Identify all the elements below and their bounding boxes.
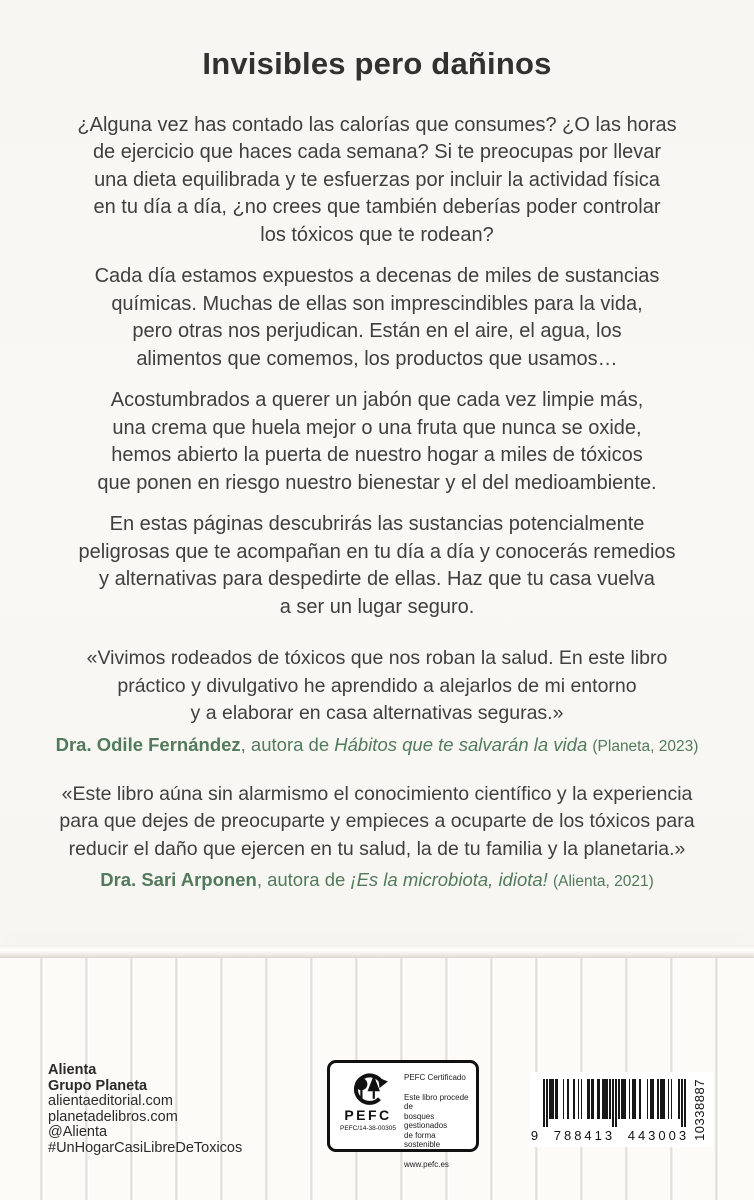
chair-rail [0, 945, 754, 958]
attribution-connector: , autora de [256, 869, 351, 891]
quote-block-2 [0, 781, 754, 895]
quote-text: «Este libro aúna sin alarmismo el conocimiento científico y la experiencia para que dejes de preocuparte y empieces a ocuparte de los tóxicos para reducir el daño que ejercen en tu salud, la de tu familia y la planetaria.» [59, 782, 695, 860]
pefc-url: www.pefc.es [404, 1159, 449, 1169]
barcode-bars [543, 1079, 686, 1127]
pefc-heading: PEFC Certificado [404, 1073, 466, 1082]
quote-attribution [0, 733, 754, 759]
body-paragraph-3: Acostumbrados a querer un jabón que cada vez limpie más, una crema que huela mejor o una fruta que nunca se oxide, hemos abierto la puerta de nuestro hogar a miles de tóxicos que ponen en riesgo nuestro bienestar y el del medioambiente. [97, 389, 657, 494]
pefc-trees-icon [345, 1069, 391, 1109]
author-name: Dra. Odile Fernández [55, 733, 241, 755]
imprint-website-1: alientaeditorial.com [48, 1093, 173, 1109]
quote-attribution [0, 868, 754, 894]
pefc-license-code: PEFC/14-38-00305 [339, 1125, 396, 1132]
pefc-description: Este libro procede de bosques gestionados de forma sostenible [404, 1092, 469, 1149]
work-title: ¡Es la microbiota, idiota! [350, 869, 548, 891]
imprint-website-2: planetadelibros.com [48, 1108, 178, 1125]
wainscoting-panel [0, 945, 754, 1200]
imprint-block [48, 1063, 242, 1156]
body-paragraph-4: En estas páginas descubrirás las sustancias potencialmente peligrosas que te acompañan en tu día a día y conocerás remedios y alternativas para despedirte de ellas. Haz que tu casa vuelva a ser un lugar seguro. [78, 513, 676, 618]
quote-text: «Vivimos rodeados de tóxicos que nos roban la salud. En este libro práctico y divulgativo he aprendido a alejarlos de mi entorno y a elaborar en casa alternativas seguras.» [86, 647, 668, 725]
publisher-note: (Planeta, 2023) [592, 737, 699, 755]
body-paragraph-2: Cada día estamos expuestos a decenas de miles de sustancias químicas. Muchas de ellas son imprescindibles para la vida, pero otras nos perjudican. Están en el aire, el agua, los alimentos que comemos, los productos que usamos… [94, 265, 660, 370]
imprint-social-handle: @Alienta [48, 1124, 108, 1140]
pefc-logo-column [337, 1069, 399, 1145]
imprint-hashtag: #UnHogarCasiLibreDeToxicos [48, 1139, 243, 1156]
imprint-publisher: Alienta [48, 1062, 97, 1078]
publisher-note: (Alienta, 2021) [552, 873, 654, 891]
work-title: Hábitos que te salvarán la vida [334, 733, 588, 755]
attribution-connector: , autora de [240, 733, 335, 755]
cover-title: Invisibles pero dañinos [202, 46, 552, 81]
barcode-label [530, 1072, 713, 1147]
pefc-text-column [404, 1069, 470, 1169]
author-name: Dra. Sari Arponen [100, 869, 257, 891]
imprint-group: Grupo Planeta [48, 1077, 148, 1094]
pefc-wordmark: PEFC [344, 1107, 392, 1123]
quote-block-1 [0, 645, 754, 759]
barcode-side-number: 10338887 [692, 1079, 707, 1141]
body-paragraph-1: ¿Alguna vez has contado las calorías que consumes? ¿O las horas de ejercicio que haces cada semana? Si te preocupas por llevar una dieta equilibrada y te esfuerzas por incluir la actividad física en tu día a día, ¿no crees que también deberías poder controlar los tóxicos que te rodean? [77, 113, 677, 246]
pefc-certificate [327, 1060, 479, 1169]
barcode-number: 9 788413 443003 [530, 1128, 690, 1143]
